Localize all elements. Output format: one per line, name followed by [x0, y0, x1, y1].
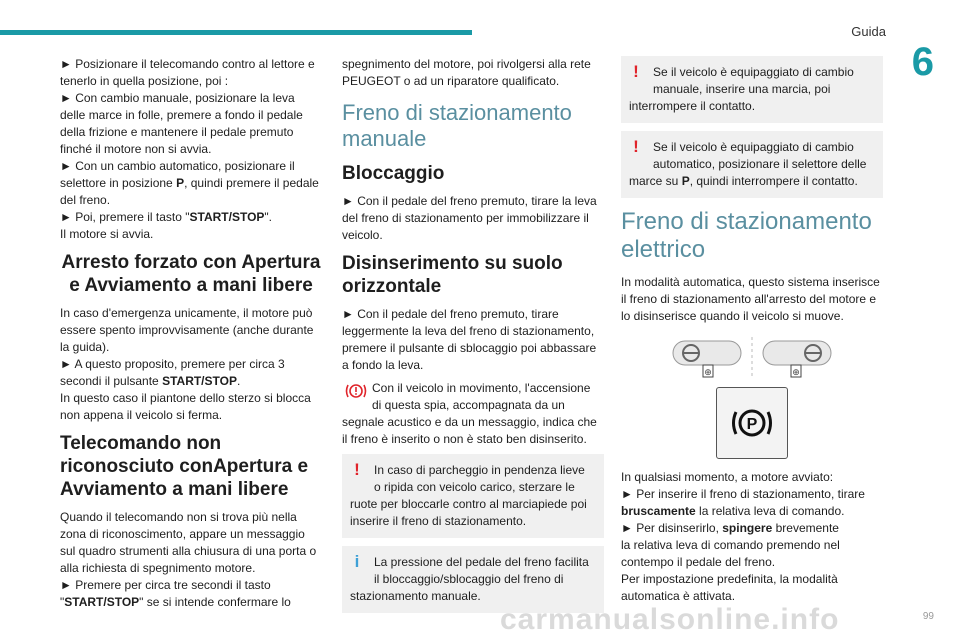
- steering-wheel-icon: [673, 341, 741, 378]
- paragraph-comando: In qualsiasi momento, a motore avviato: ► Per inserire il freno di stazionamento, tirare bruscamente la relativa leva di comando. ► Per disinserirlo, spingere brevemente la relativa leva di comando premendo nel contempo il pedale del freno. Per impostazione predefinita, la modalità automatica è attivata.: [621, 470, 865, 603]
- heading-bloccaggio: Bloccaggio: [342, 163, 445, 184]
- paragraph-disinserimento: ► Con il pedale del freno premuto, tirare leggermente la leva del freno di stazionamento, premere il pulsante di sblocaggio poi abbassare a fondo la leva.: [342, 307, 597, 372]
- info-icon: i: [354, 552, 360, 571]
- steering-wheel-icon: [763, 341, 831, 378]
- chapter-number: 6: [911, 40, 934, 84]
- paragraph-bloccaggio: ► Con il pedale del freno premuto, tirare la leva del freno di stazionamento per immobilizzare il veicolo.: [342, 194, 597, 242]
- text-line: finché il motore non si avvia.: [60, 142, 212, 156]
- info-box-pedale: i La pressione del pedale del freno facilita il bloccaggio/sblocaggio del freno di stazionamento manuale.: [342, 546, 604, 613]
- column-1: [60, 56, 322, 617]
- heading-telecomando-non-riconosciuto: Telecomando non riconosciuto conApertura e Avviamento a mani libere: [60, 433, 309, 500]
- paragraph-spia-tail: segnale acustico e da un messaggio, indica che il freno è inserito o non è stato ben disinserito.: [342, 415, 597, 446]
- paragraph-modalita-automatica: In modalità automatica, questo sistema inserisce il freno di stazionamento all'arresto del motore e lo disinserisce quando il veicolo si muove.: [621, 275, 880, 323]
- warning-box-cambio-manuale: ! Se il veicolo è equipaggiato di cambio manuale, inserire una marcia, poi interrompere il contatto.: [621, 56, 883, 123]
- top-accent-bar: [0, 30, 472, 35]
- watermark: carmanualsonline.info: [500, 603, 840, 636]
- text-line: selettore in posizione P, quindi premere il pedale: [60, 176, 319, 190]
- text-line: della frizione e mantenere il pedale premuto: [60, 125, 294, 139]
- heading-freno-manuale: Freno di stazionamento manuale: [342, 100, 572, 151]
- parking-brake-button-icon: [716, 387, 788, 459]
- heading-disinserimento: Disinserimento su suolo orizzontale: [342, 253, 563, 297]
- paragraph-arresto: In caso d'emergenza unicamente, il motore può essere spento improvvisamente (anche durante la guida). ► A questo proposito, premere per circa 3 secondi il pulsante START/STOP. In questo caso il piantone dello sterzo si blocca non appena il veicolo si ferma.: [60, 306, 314, 422]
- heading-freno-elettrico: Freno di stazionamento elettrico: [621, 208, 872, 263]
- paragraph-telecomando: [60, 56, 322, 243]
- paragraph-continuation: spegnimento del motore, poi rivolgersi alla rete PEUGEOT o ad un riparatore qualificato.: [342, 57, 591, 88]
- text-line: ► Posizionare il telecomando contro al lettore e: [60, 57, 315, 71]
- svg-text:⊕: ⊕: [792, 368, 800, 378]
- text-line: del freno.: [60, 193, 111, 207]
- steering-illustration: [621, 335, 883, 381]
- warning-icon: !: [633, 62, 639, 81]
- paragraph-spia: Con il veicolo in movimento, l'accensione di questa spia, accompagnata da un: [342, 380, 604, 414]
- brake-warning-icon: [344, 382, 368, 405]
- text-line: ► Con un cambio automatico, posizionare il: [60, 159, 295, 173]
- svg-text:P: P: [746, 416, 758, 433]
- heading-arresto-forzato: Arresto forzato con Apertura e Avviamento a mani libere: [61, 252, 321, 296]
- warning-box-cambio-automatico: ! Se il veicolo è equipaggiato di cambio automatico, posizionare il selettore delle marce su P, quindi interrompere il contatto.: [621, 131, 883, 198]
- warning-icon: !: [354, 460, 360, 479]
- paragraph-telecomando-non-riconosciuto: Quando il telecomando non si trova più nella zona di riconoscimento, appare un messaggio sul quadro strumenti alla chiusura di una porta o alla richiesta di spegnimento motore. ► Premere per circa tre secondi il tasto "START/STOP" se si intende confermare lo: [60, 510, 317, 609]
- column-2: [342, 56, 604, 621]
- svg-text:⊕: ⊕: [704, 368, 712, 378]
- warning-icon: !: [633, 137, 639, 156]
- text-line: ► Con cambio manuale, posizionare la leva: [60, 91, 295, 105]
- text-line: Il motore si avvia.: [60, 227, 154, 241]
- column-3: [621, 56, 883, 611]
- text-line: ► Poi, premere il tasto "START/STOP".: [60, 210, 273, 224]
- text-line: delle marce in folle, premere a fondo il pedale: [60, 108, 303, 122]
- section-label: Guida: [851, 24, 886, 39]
- text-line: tenerlo in quella posizione, poi :: [60, 74, 229, 88]
- warning-box-pendenza: ! In caso di parcheggio in pendenza lieve o ripida con veicolo carico, sterzare le ruote per bloccarle contro al marciapiede poi inserire il freno di stazionamento.: [342, 454, 604, 538]
- page-number: 99: [922, 611, 934, 622]
